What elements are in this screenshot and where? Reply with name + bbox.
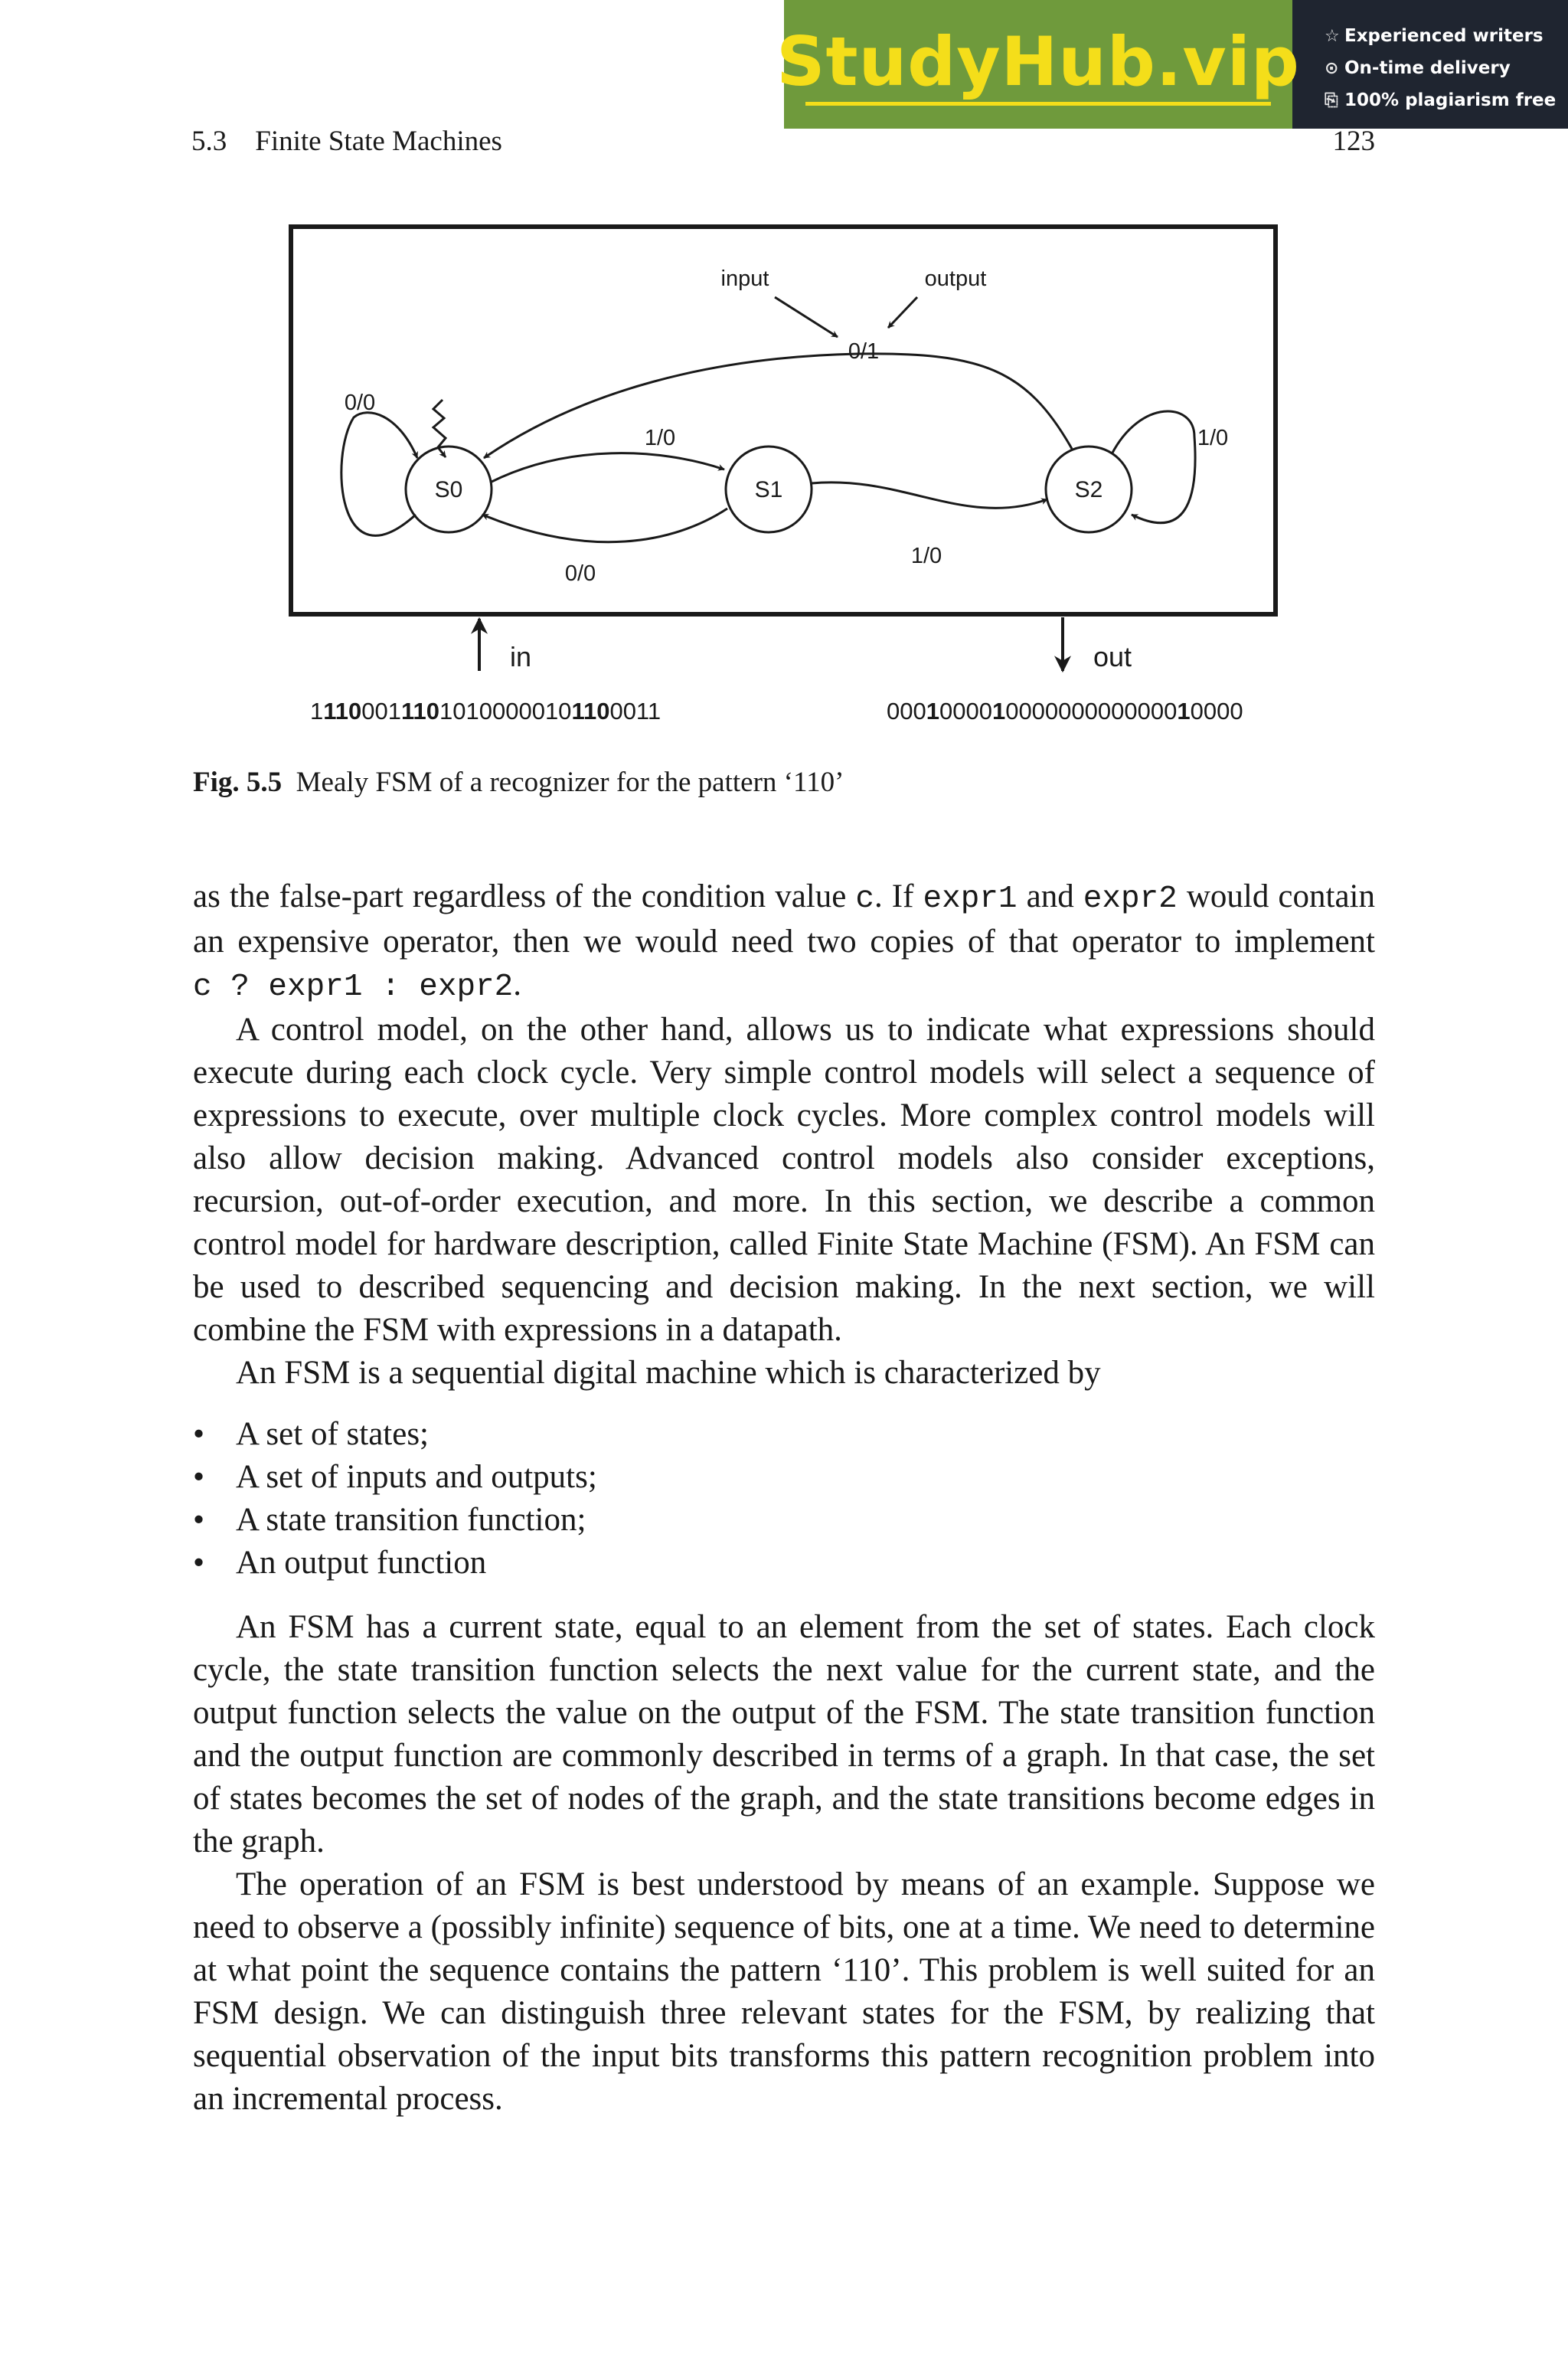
caption-text: Mealy FSM of a recognizer for the pattern ‘110’	[296, 767, 844, 798]
document-check-icon: ⎘	[1325, 90, 1338, 110]
label-s1-s0: 0/0	[564, 561, 596, 586]
state-s0-label: S0	[434, 477, 463, 502]
state-s1-label: S1	[754, 477, 783, 502]
bit-run-highlighted: 1	[1177, 698, 1191, 725]
fsm-diagram	[0, 0, 1568, 766]
text-run: and	[1017, 878, 1083, 914]
edge-s1-s2	[812, 482, 1047, 509]
code-inline: c	[855, 882, 874, 917]
edge-s0-self	[341, 413, 417, 536]
list-item	[193, 1413, 1375, 1456]
page-number: 123	[1332, 126, 1375, 157]
text-run: would contain an expensive operator, then we would need two copies of that operator to implement	[193, 878, 1375, 960]
feature-label: Experienced writers	[1344, 26, 1544, 46]
edge-s2-s0	[484, 354, 1072, 458]
bit-run: 0000	[1190, 698, 1243, 725]
bit-run: 0000000000000	[1005, 698, 1178, 725]
list-item	[193, 1499, 1375, 1542]
bit-run: 000	[887, 698, 926, 725]
bit-run-highlighted: 110	[323, 698, 362, 725]
list-item-text: An output function	[236, 1545, 487, 1581]
output-bit-sequence	[887, 698, 1243, 725]
section-title: 5.3 Finite State Machines	[191, 126, 502, 157]
figure-label: Fig. 5.5	[193, 767, 283, 798]
bit-run-highlighted: 110	[401, 698, 440, 725]
text-run: .	[513, 967, 522, 1003]
paragraph: An FSM is a sequential digital machine which is characterized by	[236, 1355, 1101, 1391]
in-port-label: in	[510, 641, 532, 672]
output-annotation: output	[924, 267, 987, 291]
bit-run-highlighted: 110	[571, 698, 610, 725]
list-item-text: A set of states;	[236, 1416, 429, 1452]
bit-run-highlighted: 1	[991, 698, 1006, 725]
paragraph: An FSM has a current state, equal to an element from the set of states. Each clock cycle, the state transition function selects the next value for the current state, and the output function selects the value on the output of the FSM. The state transition function and the output function are commonly described in terms of a graph. In that case, the set of states becomes the set of nodes of the graph, and the state transitions become edges in the graph.	[193, 1609, 1375, 1860]
edge-s0-s1	[490, 453, 724, 482]
output-pointer-arrow	[888, 297, 917, 328]
body-text	[193, 875, 1375, 2121]
label-s2-self: 1/0	[1197, 426, 1229, 450]
paragraph: The operation of an FSM is best understood by means of an example. Suppose we need to observe a (possibly infinite) sequence of bits, one at a time. We need to determine at what point the sequence contains the pattern ‘110’. This problem is well suited for an FSM design. We can distinguish three relevant states for the FSM, by realizing that sequential observation of the input bits transforms this pattern recognition problem into an incremental process.	[193, 1866, 1375, 2117]
label-s0-s1: 1/0	[644, 426, 676, 450]
label-s1-s2: 1/0	[910, 544, 942, 568]
code-inline: expr2	[1083, 882, 1178, 917]
bit-run: 0000	[939, 698, 992, 725]
bit-run: 001	[361, 698, 401, 725]
bullet-icon: •	[193, 1545, 205, 1581]
input-bit-sequence	[310, 698, 661, 725]
clock-icon: ⊙	[1325, 58, 1339, 78]
star-icon: ☆	[1325, 26, 1340, 46]
bullet-list	[193, 1413, 1375, 1585]
edge-s1-s0	[482, 509, 727, 542]
code-inline: c ? expr1 : expr2	[193, 970, 514, 1005]
list-item	[193, 1542, 1375, 1585]
text-run: as the false-part regardless of the condition value	[193, 878, 856, 914]
bit-run-highlighted: 1	[926, 698, 939, 725]
figure-caption	[193, 766, 844, 799]
label-s2-s0: 0/1	[848, 339, 880, 364]
bit-run: 1010000010	[439, 698, 572, 725]
bullet-icon: •	[193, 1502, 205, 1538]
list-item-text: A set of inputs and outputs;	[236, 1459, 597, 1495]
input-annotation: input	[720, 267, 769, 291]
paragraph	[193, 875, 1375, 1009]
feature-label: 100% plagiarism free	[1344, 90, 1557, 110]
bit-run: 0011	[609, 698, 662, 725]
list-item	[193, 1456, 1375, 1499]
paragraph: A control model, on the other hand, allows us to indicate what expressions should execute during each clock cycle. Very simple control models will select a sequence of expressions to execute, over multiple clock cycles. More complex control models will also allow decision making. Advanced control models also consider exceptions, recursion, out-of-order execution, and more. In this section, we describe a common control model for hardware description, called Finite State Machine (FSM). An FSM can be used to described sequencing and decision making. In the next section, we will combine the FSM with expressions in a datapath.	[193, 1012, 1375, 1348]
feature-label: On-time delivery	[1344, 58, 1511, 78]
list-item-text: A state transition function;	[236, 1502, 586, 1538]
fsm-box	[291, 227, 1276, 614]
bit-run: 1	[310, 698, 324, 725]
code-inline: expr1	[923, 882, 1018, 917]
state-s2-label: S2	[1074, 477, 1103, 502]
fsm-figure	[0, 0, 1568, 766]
label-s0-self: 0/0	[344, 391, 376, 415]
input-pointer-arrow	[775, 297, 838, 337]
bullet-icon: •	[193, 1459, 205, 1495]
out-port-label: out	[1093, 641, 1132, 672]
bullet-icon: •	[193, 1416, 205, 1452]
text-run: . If	[874, 878, 923, 914]
studyhub-logo: StudyHub.vip	[776, 21, 1300, 101]
